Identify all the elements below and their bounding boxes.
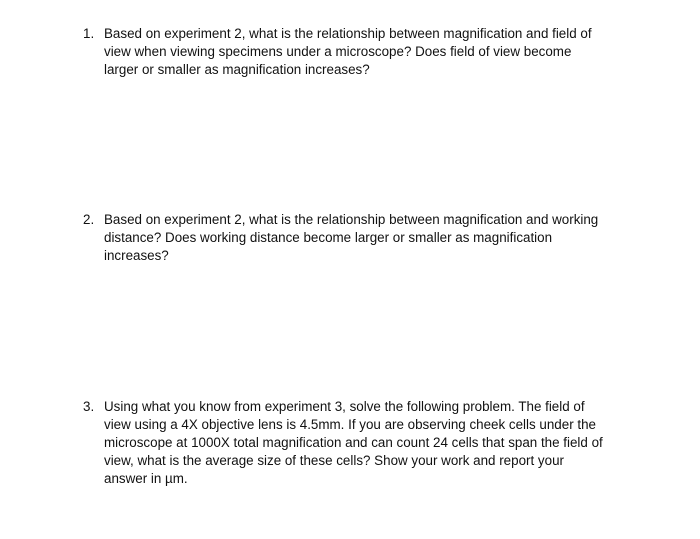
question-line: larger or smaller as magnification increases? — [104, 62, 370, 77]
question-text — [104, 398, 614, 488]
question-line: view when viewing specimens under a microscope? Does field of view become — [104, 44, 572, 59]
question-line: view, what is the average size of these cells? Show your work and report your — [104, 453, 564, 468]
question-line: Using what you know from experiment 3, solve the following problem. The field of — [104, 399, 585, 414]
question-line: microscope at 1000X total magnification and can count 24 cells that span the field of — [104, 435, 603, 450]
question-line: answer in µm. — [104, 471, 188, 486]
question-number: 3. — [83, 399, 95, 414]
question-number: 2. — [83, 212, 95, 227]
question-text — [104, 211, 614, 265]
question-line: distance? Does working distance become larger or smaller as magnification — [104, 230, 553, 245]
question-line: Based on experiment 2, what is the relationship between magnification and field of — [104, 26, 592, 41]
question-line: Based on experiment 2, what is the relationship between magnification and working — [104, 212, 599, 227]
question-line: increases? — [104, 248, 169, 263]
question-number: 1. — [83, 26, 95, 41]
question-text — [104, 25, 614, 79]
question-line: view using a 4X objective lens is 4.5mm. If you are observing cheek cells under the — [104, 417, 596, 432]
